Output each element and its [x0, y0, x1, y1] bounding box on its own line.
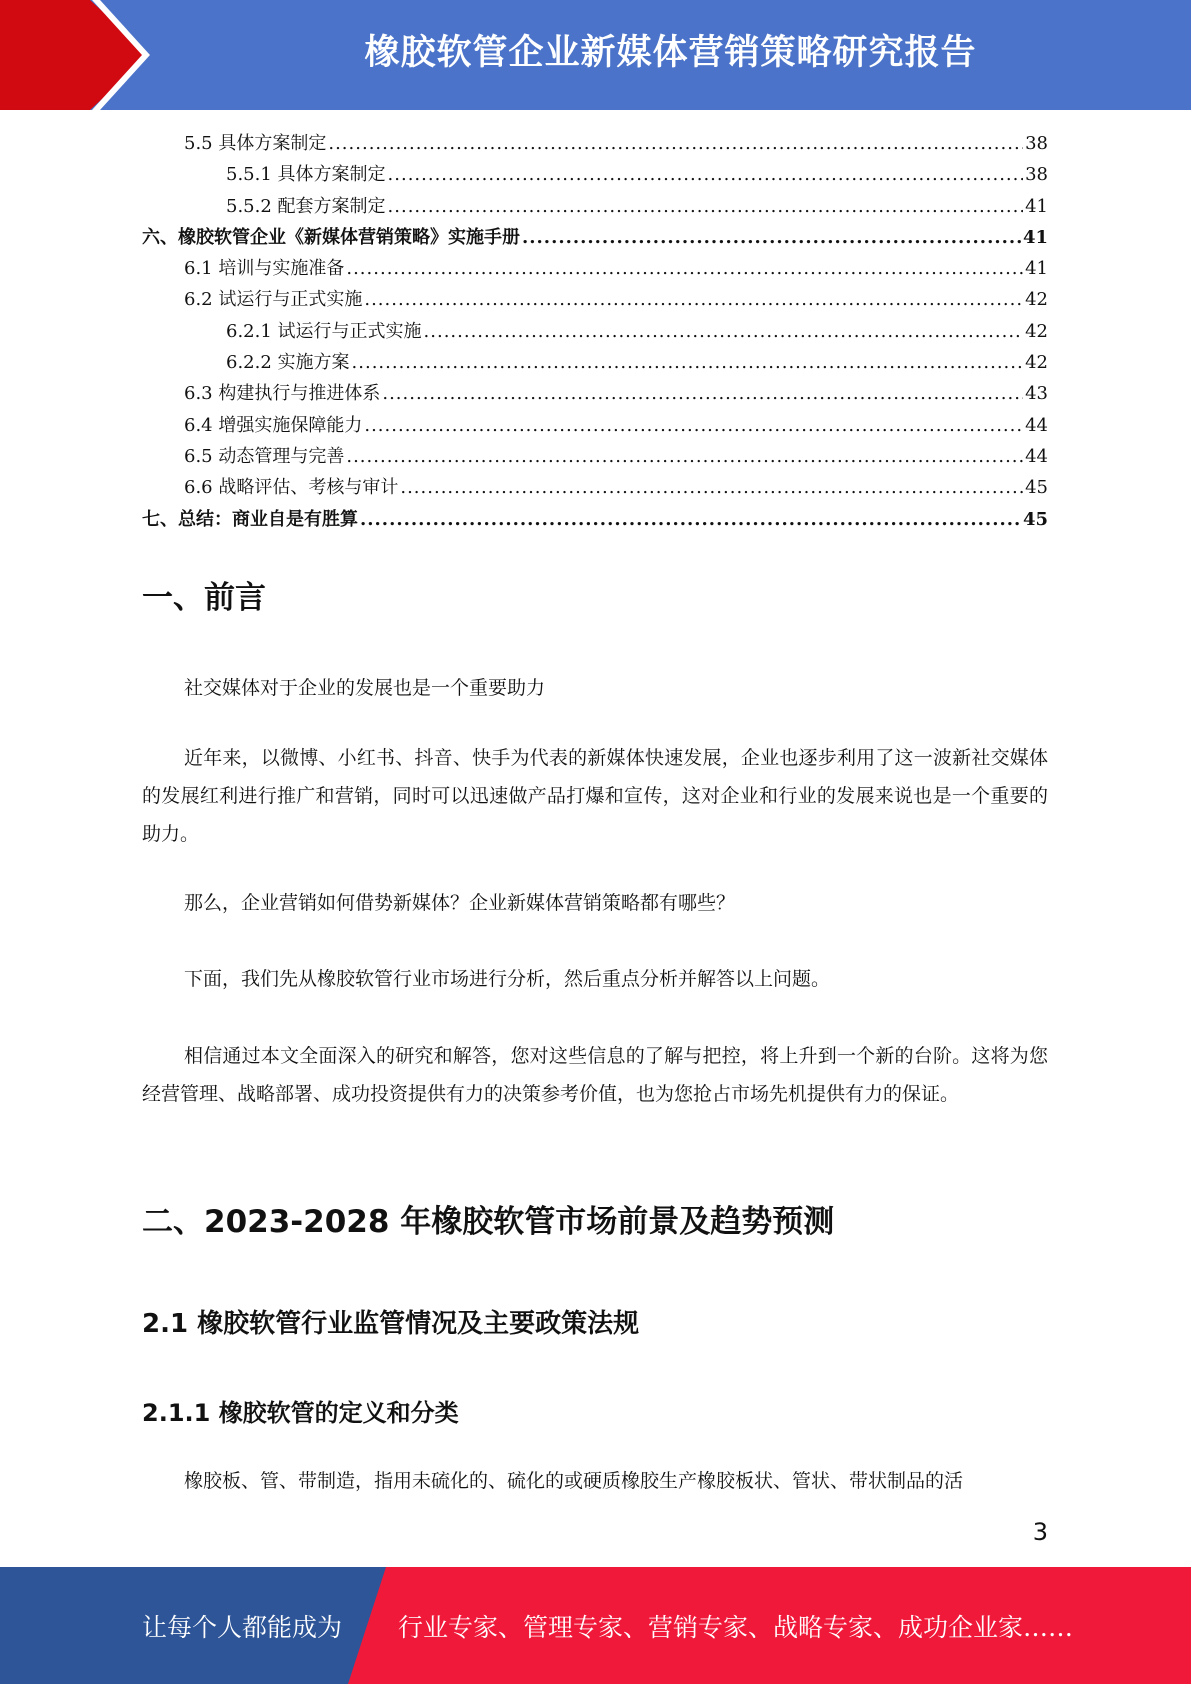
toc-leader-dots: [360, 504, 1021, 535]
footer-slogan-left: 让每个人都能成为: [142, 1613, 343, 1642]
toc-leader-dots: [388, 159, 1024, 190]
toc-entry-label: 6.3 构建执行与推进体系: [184, 383, 381, 405]
subsection-heading: 2.1 橡胶软管行业监管情况及主要政策法规: [142, 1309, 640, 1339]
toc-entry-page: 38: [1025, 133, 1048, 154]
toc-entry[interactable]: [142, 378, 1048, 409]
toc-entry-label: 6.4 增强实施保障能力: [184, 414, 363, 436]
toc-leader-dots: [522, 222, 1021, 253]
report-title: 橡胶软管企业新媒体营销策略研究报告: [364, 33, 977, 73]
toc-entry-page: 42: [1025, 320, 1048, 342]
paragraph-text: 那么，企业营销如何借势新媒体？企业新媒体营销策略都有哪些？: [184, 892, 736, 914]
toc-entry-page: 42: [1025, 352, 1048, 374]
toc-entry-label: 5.5.2 配套方案制定: [226, 195, 386, 217]
toc-entry-label: 七、总结：商业自是有胜算: [142, 508, 358, 530]
subsubsection: [142, 1393, 1048, 1428]
toc-entry-page: 38: [1025, 164, 1048, 186]
toc-entry-page: 45: [1022, 508, 1048, 530]
paragraph: [142, 884, 1048, 922]
toc-entry-page: 43: [1025, 383, 1048, 405]
toc-entry-label: 6.6 战略评估、考核与审计: [184, 477, 399, 499]
toc-entry-label: 6.5 动态管理与完善: [184, 445, 345, 467]
paragraph: [142, 1462, 1048, 1500]
toc-entry[interactable]: [142, 222, 1048, 253]
toc-entry-page: 44: [1025, 445, 1048, 467]
toc-entry[interactable]: [142, 347, 1048, 378]
subsubsection-heading: 2.1.1 橡胶软管的定义和分类: [142, 1399, 459, 1427]
paragraph: [142, 739, 1048, 853]
toc-leader-dots: [364, 410, 1023, 441]
toc-entry-page: 41: [1022, 226, 1048, 248]
section-preface: [142, 572, 1048, 617]
section-forecast: [142, 1196, 1048, 1241]
section-heading: 二、2023-2028 年橡胶软管市场前景及趋势预测: [142, 1204, 835, 1240]
toc-leader-dots: [346, 253, 1023, 284]
paragraph: [142, 669, 1048, 707]
paragraph-text: 近年来，以微博、小红书、抖音、快手为代表的新媒体快速发展，企业也逐步利用了这一波新社交媒体的发展红利进行推广和营销，同时可以迅速做产品打爆和宣传，这对企业和行业的发展来说也是一个重要的助力。: [142, 747, 1048, 845]
page-number: 3: [1032, 1518, 1048, 1546]
toc-entry-label: 5.5 具体方案制定: [184, 133, 327, 154]
toc-entry[interactable]: [142, 284, 1048, 315]
toc-entry-label: 6.2 试运行与正式实施: [184, 289, 363, 311]
toc-entry[interactable]: [142, 441, 1048, 472]
toc-leader-dots: [388, 191, 1024, 222]
paragraph-text: 社交媒体对于企业的发展也是一个重要助力: [184, 677, 546, 699]
toc-entry[interactable]: [142, 472, 1048, 503]
toc-entry-label: 6.1 培训与实施准备: [184, 258, 345, 280]
toc-leader-dots: [328, 128, 1023, 159]
toc-entry-page: 41: [1025, 195, 1048, 217]
toc-leader-dots: [346, 441, 1023, 472]
toc-entry[interactable]: [142, 253, 1048, 284]
toc-entry-label: 六、橡胶软管企业《新媒体营销策略》实施手册: [142, 226, 520, 248]
subsection: [142, 1303, 1048, 1340]
toc-leader-dots: [400, 472, 1023, 503]
toc-entry[interactable]: [142, 316, 1048, 347]
toc-leader-dots: [364, 284, 1023, 315]
footer-slogan-right: 行业专家、管理专家、营销专家、战略专家、成功企业家……: [398, 1613, 1074, 1642]
toc-entry[interactable]: [142, 128, 1048, 159]
header-arrow-graphic: [0, 0, 152, 110]
toc-entry[interactable]: [142, 191, 1048, 222]
paragraph: [142, 960, 1048, 998]
paragraph-text: 相信通过本文全面深入的研究和解答，您对这些信息的了解与把控，将上升到一个新的台阶。这将为您经营管理、战略部署、成功投资提供有力的决策参考价值，也为您抢占市场先机提供有力的保证。: [142, 1045, 1048, 1105]
toc-entry-page: 44: [1025, 414, 1048, 436]
toc-entry[interactable]: [142, 504, 1048, 535]
paragraph-text: 下面，我们先从橡胶软管行业市场进行分析，然后重点分析并解答以上问题。: [184, 968, 831, 990]
toc-entry[interactable]: [142, 410, 1048, 441]
page-header: [0, 0, 1191, 110]
toc-leader-dots: [382, 378, 1023, 409]
toc-entry-label: 6.2.1 试运行与正式实施: [226, 320, 422, 342]
toc-leader-dots: [352, 347, 1024, 378]
toc-entry-label: 5.5.1 具体方案制定: [226, 164, 386, 186]
toc-entry-page: 42: [1025, 289, 1048, 311]
toc-entry-page: 45: [1025, 477, 1048, 499]
toc-entry-label: 6.2.2 实施方案: [226, 352, 350, 374]
section-heading: 一、前言: [142, 580, 266, 616]
toc-entry-page: 41: [1025, 258, 1048, 280]
toc-leader-dots: [424, 316, 1024, 347]
table-of-contents: [142, 128, 1048, 535]
page-footer: [0, 1567, 1191, 1684]
toc-entry[interactable]: [142, 159, 1048, 190]
paragraph-text: 橡胶板、管、带制造，指用未硫化的、硫化的或硬质橡胶生产橡胶板状、管状、带状制品的活: [184, 1470, 964, 1492]
paragraph: [142, 1037, 1048, 1113]
